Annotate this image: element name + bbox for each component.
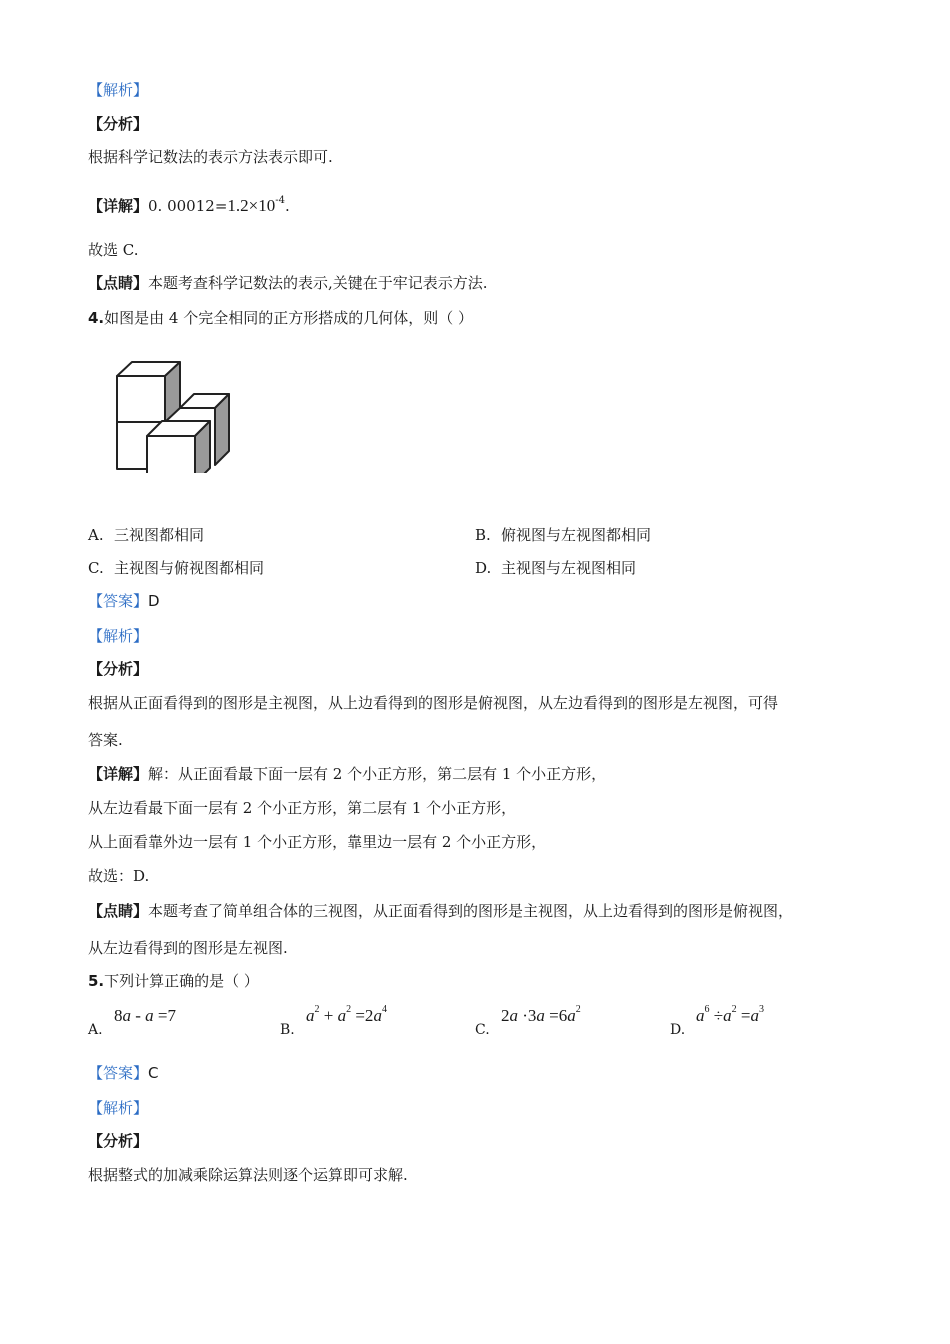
q4-stem-text: 如图是由 4 个完全相同的正方形搭成的几何体，则（ ）	[104, 309, 473, 327]
q3-detail-exp: -4	[275, 195, 285, 206]
q4-detail-text1: 解：从正面看最下面一层有 2 个小正方形，第二层有 1 个小正方形，	[148, 765, 607, 783]
q5-option-c[interactable]	[475, 1006, 655, 1046]
q4-fenxi-line2: 答案.	[88, 731, 123, 749]
q4-comment-text1: 本题考查了简单组合体的三视图，从正面看得到的图形是主视图，从上边看得到的图形是俯视图，	[148, 902, 794, 920]
cube-stack-figure	[110, 357, 232, 473]
q4-option-d-text: 主视图与左视图相同	[501, 559, 637, 577]
q5-fenxi-text: 根据整式的加减乘除运算法则逐个运算即可求解.	[88, 1166, 408, 1184]
q5-option-a-expr: 8a - a =7	[114, 1006, 177, 1025]
q4-option-c[interactable]	[88, 558, 264, 578]
q5-option-c-expr: $2a \cdot 3a =6a^2$	[501, 1004, 581, 1025]
upper-cube-front	[117, 376, 165, 422]
q4-option-c-text: 主视图与俯视图都相同	[114, 559, 265, 577]
q4-answer-tag: 【答案】	[88, 592, 149, 610]
q5-answer-value: C	[148, 1064, 159, 1082]
q4-option-a[interactable]	[88, 525, 204, 545]
q5-option-b-label: B.	[280, 1022, 295, 1038]
q4-comment-line1	[88, 901, 793, 921]
q4-option-c-label: C.	[88, 559, 104, 577]
q4-answer	[88, 591, 160, 611]
q4-option-d-label: D.	[475, 559, 492, 577]
q3-comment-text: 本题考查科学记数法的表示,关键在于牢记表示方法.	[148, 274, 488, 292]
q4-fenxi-line1: 根据从正面看得到的图形是主视图，从上边看得到的图形是俯视图，从左边看得到的图形是左视图，可得	[88, 694, 779, 712]
q4-option-a-text: 三视图都相同	[114, 526, 205, 544]
q3-detail-end: .	[284, 197, 290, 215]
q5-stem	[88, 971, 259, 991]
q3-comment	[88, 273, 488, 293]
q3-comment-tag: 【点睛】	[88, 274, 149, 292]
q5-option-c-label: C.	[475, 1022, 490, 1038]
q5-option-a-label: A.	[88, 1022, 103, 1038]
q4-option-a-label: A.	[88, 526, 104, 544]
q4-detail-line2: 从左边看最下面一层有 2 个小正方形，第二层有 1 个小正方形，	[88, 799, 517, 817]
q4-detail-line3: 从上面看靠外边一层有 1 个小正方形，靠里边一层有 2 个小正方形，	[88, 833, 547, 851]
q4-option-b[interactable]	[475, 525, 651, 545]
q4-comment-tag: 【点睛】	[88, 902, 149, 920]
q3-detail-tag: 【详解】	[88, 197, 149, 215]
q4-choice: 故选：D.	[88, 867, 150, 885]
q4-option-b-text: 俯视图与左视图都相同	[501, 526, 652, 544]
q5-answer-tag: 【答案】	[88, 1064, 149, 1082]
q5-option-a[interactable]	[88, 1006, 268, 1046]
q5-fenxi-tag: 【分析】	[88, 1132, 149, 1150]
q3-detail-coef: 1.2	[227, 196, 249, 215]
q4-number: 4.	[88, 309, 105, 327]
q4-fenxi-tag: 【分析】	[88, 660, 149, 678]
q5-option-b[interactable]	[280, 1006, 460, 1046]
q4-detail-tag: 【详解】	[88, 765, 149, 783]
q5-answer	[88, 1063, 159, 1083]
q4-analysis-tag: 【解析】	[88, 627, 149, 645]
back-cube-side	[215, 394, 229, 465]
q4-option-b-label: B.	[475, 526, 491, 544]
q4-detail-line1	[88, 764, 606, 784]
q4-comment-line2: 从左边看得到的图形是左视图.	[88, 939, 288, 957]
q4-stem	[88, 308, 473, 328]
q3-fenxi-tag: 【分析】	[88, 115, 149, 133]
q3-choice: 故选 C.	[88, 241, 139, 259]
q5-stem-text: 下列计算正确的是（ ）	[104, 972, 259, 990]
q5-option-b-expr: $a^2 + a^2 =2a^4$	[306, 1004, 387, 1025]
q5-option-d-label: D.	[670, 1022, 686, 1038]
q5-number: 5.	[88, 972, 105, 990]
q3-detail	[88, 193, 290, 216]
q5-option-d[interactable]	[670, 1006, 850, 1046]
q5-analysis-tag: 【解析】	[88, 1099, 149, 1117]
q5-option-d-expr: $a^6 \div a^2 =a^3$	[696, 1004, 764, 1025]
front-cube-front	[147, 436, 195, 473]
q3-fenxi-text: 根据科学记数法的表示方法表示即可.	[88, 148, 333, 166]
q3-analysis-tag: 【解析】	[88, 81, 149, 99]
q4-answer-value: D	[148, 592, 160, 610]
q3-detail-times: ×10	[248, 196, 276, 215]
q4-option-d[interactable]	[475, 558, 636, 578]
q3-detail-prefix: 0. 00012=	[148, 197, 228, 215]
